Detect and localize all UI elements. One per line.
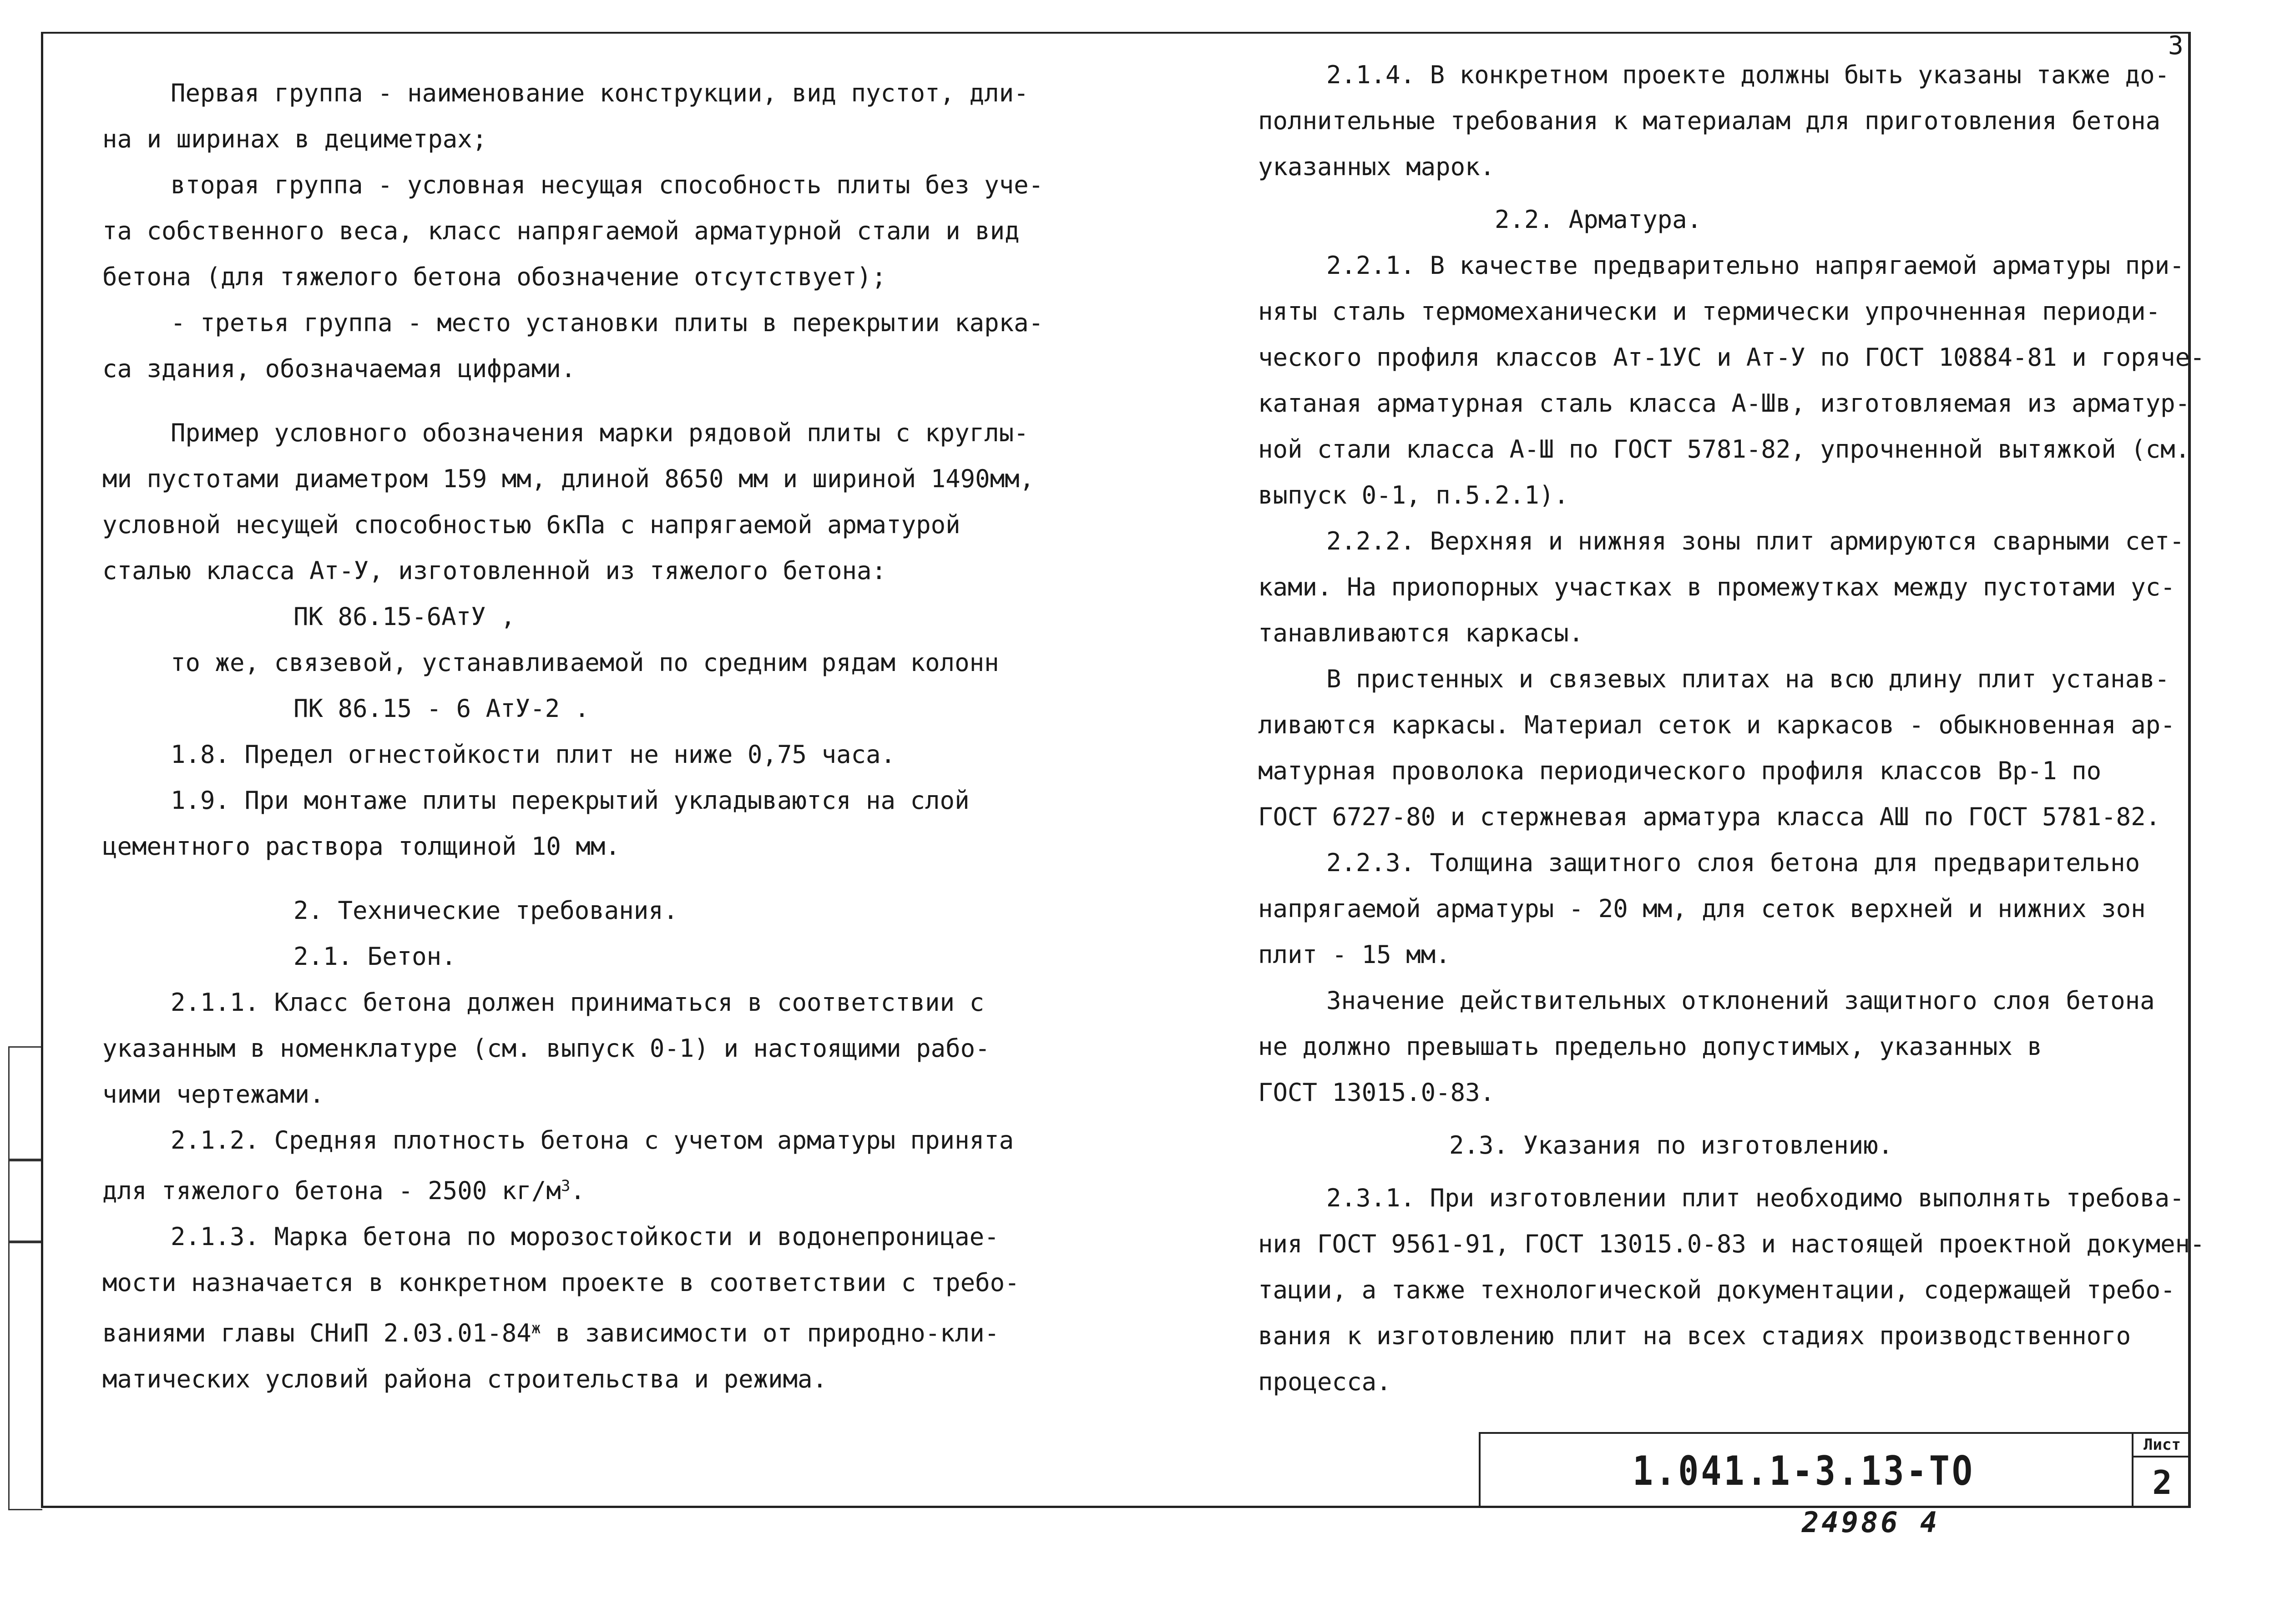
document-sheet	[41, 32, 2205, 1508]
text-line: напрягаемой арматуры - 20 мм, для сеток верхней и нижних зон	[1258, 894, 2146, 923]
text-line: плит - 15 мм.	[1258, 940, 1451, 969]
section-heading: 2.3. Указания по изготовлению.	[1449, 1131, 1893, 1160]
text-line: то же, связевой, устанавливаемой по средним рядам колонн	[171, 648, 999, 677]
text-line: вания к изготовлению плит на всех стадиях производственного	[1258, 1321, 2131, 1350]
text-line: ливаются каркасы. Материал сеток и каркасов - обыкновенная ар-	[1258, 711, 2175, 739]
text-line: указанных марок.	[1258, 152, 1495, 181]
text-line: не должно превышать предельно допустимых, указанных в	[1258, 1032, 2042, 1061]
section-heading: 2.2. Арматура.	[1495, 205, 1702, 234]
margin-stamp-box	[8, 1046, 42, 1160]
sheet-label: Лист	[2133, 1434, 2191, 1458]
text-line: на и ширинах в дециметрах;	[102, 125, 487, 153]
right-column	[1258, 52, 2250, 1405]
text-line: 2.1.4. В конкретном проекте должны быть указаны также до-	[1326, 61, 2170, 89]
text-fragment: ваниями главы СНиП 2.03.01-84	[102, 1319, 531, 1347]
text-line: 2.1.2. Средняя плотность бетона с учетом арматуры принята	[171, 1126, 1014, 1155]
text-line: В пристенных и связевых плитах на всю длину плит устанав-	[1326, 665, 2170, 693]
text-line: - третья группа - место установки плиты в перекрытии карка-	[171, 308, 1044, 337]
text-fragment: в зависимости от природно-кли-	[541, 1319, 1000, 1347]
text-line: 2.3.1. При изготовлении плит необходимо выполнять требова-	[1326, 1184, 2184, 1212]
text-line: 2.1.3. Марка бетона по морозостойкости и водонепроницае-	[171, 1222, 999, 1251]
margin-stamp-box	[8, 1242, 42, 1510]
inventory-stamp-number: 24986 4	[1802, 1506, 1940, 1539]
text-line: тации, а также технологической документации, содержащей требо-	[1258, 1276, 2175, 1304]
text-line: Первая группа - наименование конструкции, вид пустот, дли-	[171, 79, 1029, 107]
text-line	[102, 1306, 1149, 1356]
text-line: няты сталь термомеханически и термически упрочненная периоди-	[1258, 297, 2161, 326]
text-line: ной стали класса А-Ш по ГОСТ 5781-82, упрочненной вытяжкой (см.	[1258, 435, 2190, 464]
text-line: вторая группа - условная несущая способность плиты без уче-	[171, 171, 1044, 199]
text-line: матических условий района строительства и режима.	[102, 1365, 828, 1393]
text-fragment: для тяжелого бетона - 2500 кг/м	[102, 1176, 561, 1205]
text-line: указанным в номенклатуре (см. выпуск 0-1) и настоящими рабо-	[102, 1034, 990, 1063]
section-heading: 2.1. Бетон.	[293, 942, 456, 971]
text-line: сталью класса Ат-У, изготовленной из тяжелого бетона:	[102, 556, 887, 585]
text-fragment: .	[570, 1176, 585, 1205]
text-line: ния ГОСТ 9561-91, ГОСТ 13015.0-83 и настоящей проектной докумен-	[1258, 1230, 2205, 1258]
document-code: 1.041.1-3.13-ТО	[1632, 1447, 1975, 1494]
sheet-number-box	[2132, 1434, 2191, 1508]
text-line: 1.9. При монтаже плиты перекрытий укладываются на слой	[171, 786, 970, 815]
text-line: полнительные требования к материалам для приготовления бетона	[1258, 106, 2161, 135]
text-line: ческого профиля классов Ат-1УС и Ат-У по ГОСТ 10884-81 и горяче-	[1258, 343, 2205, 372]
margin-stamp-box	[8, 1160, 42, 1242]
text-line: ми пустотами диаметром 159 мм, длиной 8650 мм и шириной 1490мм,	[102, 464, 1035, 493]
text-line: процесса.	[1258, 1367, 1391, 1396]
mark-designation: ПК 86.15-6АтУ ,	[293, 602, 516, 631]
text-line: условной несущей способностью 6кПа с напрягаемой арматурой	[102, 510, 961, 539]
text-line	[102, 1163, 1149, 1214]
text-line: та собственного веса, класс напрягаемой арматурной стали и вид	[102, 217, 1020, 245]
text-line: матурная проволока периодического профиля классов Вр-1 по	[1258, 757, 2102, 785]
title-block	[1479, 1432, 2191, 1508]
superscript: 3	[561, 1177, 571, 1195]
text-line: катаная арматурная сталь класса А-Шв, изготовляемая из арматур-	[1258, 389, 2190, 418]
text-line: цементного раствора толщиной 10 мм.	[102, 832, 620, 861]
mark-designation: ПК 86.15 - 6 АтУ-2 .	[293, 694, 590, 723]
text-line: ГОСТ 13015.0-83.	[1258, 1078, 1495, 1107]
text-line: Пример условного обозначения марки рядовой плиты с круглы-	[171, 419, 1029, 447]
text-line: чими чертежами.	[102, 1080, 324, 1109]
sheet-number: 2	[2152, 1463, 2172, 1502]
text-line: Значение действительных отклонений защитного слоя бетона	[1326, 986, 2155, 1015]
text-line: ГОСТ 6727-80 и стержневая арматура класса АШ по ГОСТ 5781-82.	[1258, 802, 2161, 831]
text-line: ками. На приопорных участках в промежутках между пустотами ус-	[1258, 573, 2175, 601]
text-line: 2.2.2. Верхняя и нижняя зоны плит армируются сварными сет-	[1326, 527, 2184, 555]
text-line: выпуск 0-1, п.5.2.1).	[1258, 481, 1569, 509]
superscript: ж	[531, 1319, 541, 1337]
left-column	[102, 70, 1149, 1402]
text-line: 1.8. Предел огнестойкости плит не ниже 0,75 часа.	[171, 740, 896, 769]
text-line: 2.2.1. В качестве предварительно напрягаемой арматуры при-	[1326, 251, 2184, 280]
text-line: бетона (для тяжелого бетона обозначение отсутствует);	[102, 262, 887, 291]
text-line: са здания, обозначаемая цифрами.	[102, 354, 576, 383]
text-line: 2.1.1. Класс бетона должен приниматься в соответствии с	[171, 988, 985, 1017]
text-line: 2.2.3. Толщина защитного слоя бетона для предварительно	[1326, 848, 2140, 877]
text-line: мости назначается в конкретном проекте в соответствии с требо-	[102, 1268, 1020, 1297]
section-heading: 2. Технические требования.	[293, 896, 678, 925]
text-line: танавливаются каркасы.	[1258, 619, 1584, 647]
page-corner-number: 3	[2168, 31, 2184, 61]
